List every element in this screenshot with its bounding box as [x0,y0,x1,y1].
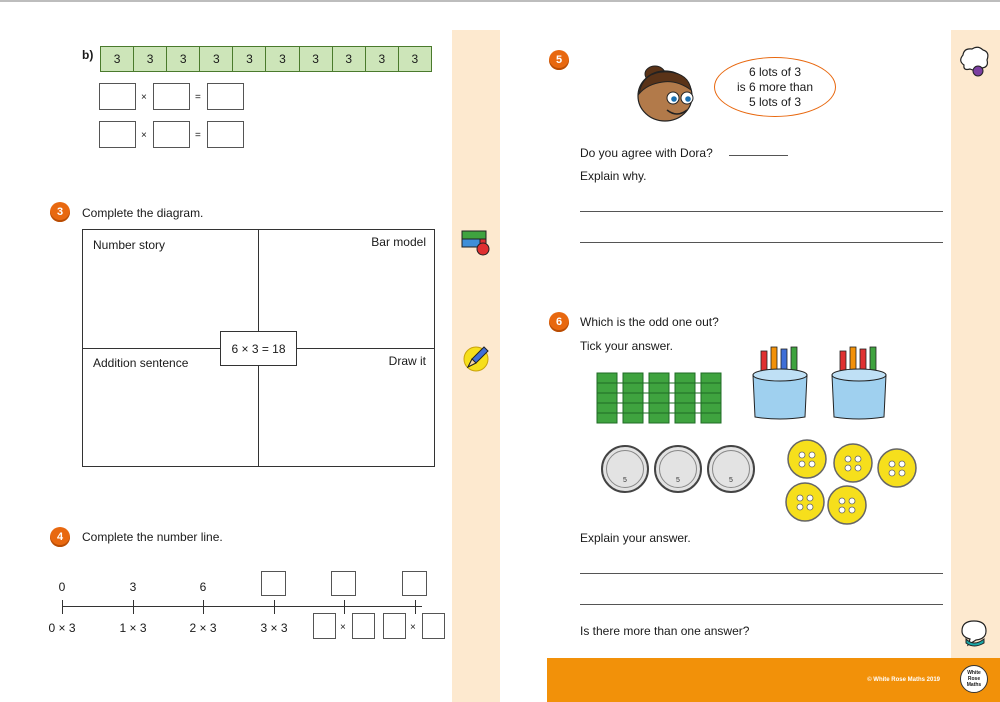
question-number-badge: 3 [50,202,70,222]
question-prompt: Complete the diagram. [82,206,204,220]
cube-towers-option[interactable] [596,372,724,424]
question-prompt: Which is the odd one out? [580,315,719,329]
answer-line[interactable] [580,573,943,574]
number-line-expression: 3 × 3 [260,621,288,635]
bar-cell: 3 [366,47,399,71]
part-b-label: b) [82,48,94,62]
coin-value: 5 [659,450,697,488]
agree-question: Do you agree with Dora? [580,146,713,160]
times-sign: × [410,622,416,633]
bar-cell: 3 [399,47,431,71]
number-line [62,606,422,607]
tick-instruction: Tick your answer. [580,339,673,353]
coin-value: 5 [712,450,750,488]
number-line-answer-box[interactable] [261,571,286,596]
number-line-answer-box[interactable] [352,613,375,639]
question-number-badge: 5 [549,50,569,70]
number-line-expression: 1 × 3 [119,621,147,635]
explain-prompt: Explain why. [580,169,647,183]
bar-cell: 3 [134,47,167,71]
question-number-badge: 4 [50,527,70,547]
question-prompt: Complete the number line. [82,530,223,544]
answer-box[interactable] [153,121,190,148]
answer-line[interactable] [580,242,943,243]
more-answers-question: Is there more than one answer? [580,624,750,638]
number-line-answer-box[interactable] [313,613,336,639]
answer-line[interactable] [580,604,943,605]
number-line-tick [203,600,204,614]
question-number-badge: 6 [549,312,569,332]
draw-it-label: Draw it [388,354,426,368]
thought-cloud-icon [958,45,990,79]
copyright: © White Rose Maths 2019 [867,677,940,683]
speech-line: 5 lots of 3 [748,94,802,109]
bar-model [100,46,432,72]
bar-cell: 3 [200,47,233,71]
bar-cell: 3 [101,47,134,71]
number-line-answer-box[interactable] [422,613,445,639]
addition-sentence-label: Addition sentence [93,356,189,370]
five-pence-coin-icon [654,445,702,493]
equals-sign: = [195,92,201,103]
dora-face-icon [633,64,705,124]
bar-cell: 3 [167,47,200,71]
number-line-tick [415,600,416,614]
number-line-value: 3 [129,580,137,594]
buttons-option[interactable] [785,438,920,526]
five-pence-coin-icon [707,445,755,493]
answer-box[interactable] [207,83,244,110]
coins-option[interactable] [601,445,755,493]
answer-line[interactable] [729,155,788,156]
pencil-pot-option[interactable] [751,343,811,421]
pencil-icon [462,343,492,373]
number-line-answer-box[interactable] [402,571,427,596]
speech-icon [958,617,990,649]
equals-sign: = [195,130,201,141]
coin-value: 5 [606,450,644,488]
number-line-answer-box[interactable] [331,571,356,596]
number-line-expression: 0 × 3 [48,621,76,635]
speech-line: 6 lots of 3 [748,64,802,79]
footer-bar [547,658,1000,702]
right-margin-strip [951,30,1000,702]
answer-box[interactable] [207,121,244,148]
number-line-answer-box[interactable] [383,613,406,639]
answer-line[interactable] [580,211,943,212]
times-sign: × [340,622,346,633]
bar-cell: 3 [233,47,266,71]
speech-line: is 6 more than [736,79,814,94]
number-story-label: Number story [93,238,166,252]
bar-cell: 3 [266,47,299,71]
five-pence-coin-icon [601,445,649,493]
number-line-tick [274,600,275,614]
number-line-value: 6 [199,580,207,594]
times-sign: × [141,130,147,141]
answer-box[interactable] [99,83,136,110]
times-sign: × [141,92,147,103]
top-border [0,0,1000,2]
speech-bubble [714,57,836,117]
bar-model-label: Bar model [371,235,426,249]
bar-model-icon [461,229,491,257]
answer-box[interactable] [153,83,190,110]
bar-cell: 3 [300,47,333,71]
number-line-tick [62,600,63,614]
answer-box[interactable] [99,121,136,148]
bar-cell: 3 [333,47,366,71]
pencil-pot-option[interactable] [830,343,890,421]
number-line-expression: 2 × 3 [189,621,217,635]
number-line-tick [344,600,345,614]
explain-prompt: Explain your answer. [580,531,691,545]
number-line-value: 0 [58,580,66,594]
number-line-tick [133,600,134,614]
four-part-diagram [82,229,435,467]
white-rose-logo: White Rose Maths [960,665,988,693]
center-equation: 6 × 3 = 18 [220,331,297,366]
